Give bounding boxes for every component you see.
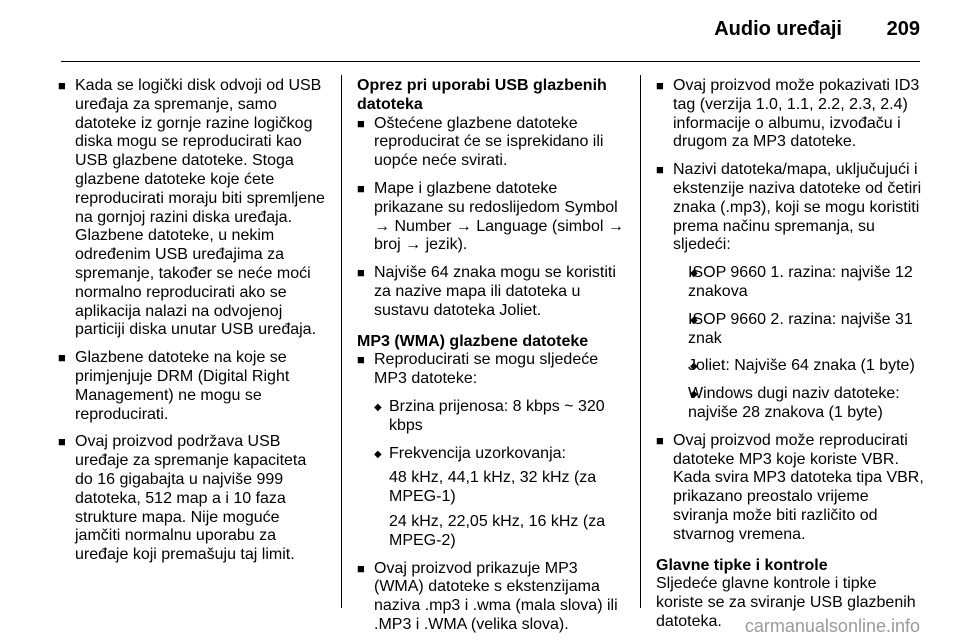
- page-title: Audio uređaji: [714, 18, 842, 40]
- sub-bullet-item: [673, 264, 926, 302]
- page-header: [0, 0, 960, 62]
- sub-bullet-item: ◆ Brzina prijenosa: 8 kbps ~ 320 kbps: [357, 398, 627, 436]
- sub-bullet-item: [673, 385, 926, 423]
- sub-bullet-text: Windows dugi naziv datoteke: najviše 28 znakova (1 byte): [688, 385, 900, 421]
- bullet-item: ■ Ovaj proizvod može reproducirati datoteke MP3 koje koriste VBR. Kada svira MP3 datoteka tipa VBR, prikazano preostalo vrijeme sviranja može biti različito od stvarnog vremena.: [656, 432, 926, 545]
- section-heading: MP3 (WMA) glazbene datoteke: [357, 332, 589, 350]
- section-heading: Oprez pri uporabi USB glazbenih datoteka: [357, 77, 607, 113]
- column-divider-1: [341, 75, 342, 608]
- bullet-text: Reproducirati se mogu sljedeće MP3 datoteke:: [374, 351, 599, 388]
- column-2: [357, 77, 627, 644]
- sub-bullet-item: [673, 357, 926, 376]
- bullet-item: ■ Ovaj proizvod podržava USB uređaje za spremanje kapaciteta do 16 gigabajta u najviše 999 datoteka, 512 map a i 10 faza strukture mapa. Nije moguće jamčiti normalnu uporabu za uređaje koji premašuju taj limit.: [58, 433, 326, 565]
- sub-paragraph: 24 kHz, 22,05 kHz, 16 kHz (za MPEG-2): [389, 512, 606, 549]
- bullet-item: [656, 161, 926, 423]
- bullet-item: ■ Mape i glazbene datoteke prikazane su redoslijedom Symbol → Number → Language (simbol → broj → jezik).: [357, 180, 627, 255]
- sub-bullet-item: [673, 311, 926, 349]
- page-number: 209: [886, 18, 920, 40]
- bullet-item: ■ Kada se logički disk odvoji od USB uređaja za spremanje, samo datoteke iz gornje razine logičkog diska mogu se reproducirati kao USB glazbene datoteke. Stoga glazbene datoteke koje ćete reproducirati moraju biti spremljene na gornjoj razini diska uređaja. Glazbene datoteke, u nekim određenim USB uređajima za spremanje, također se neće moći normalno reproducirati ako se aplikacija nalazi na odvojenoj particiji diska unutar USB uređaja.: [58, 77, 326, 340]
- sub-bullet-text: ISOP 9660 2. razina: najviše 31 znak: [688, 310, 913, 347]
- column-1: [58, 77, 326, 574]
- bullet-item: ■ Ovaj proizvod prikazuje MP3 (WMA) datoteke s ekstenzijama naziva .mp3 i .wma (mala slova) ili .MP3 i .WMA (velika slova).: [357, 560, 627, 635]
- section-heading: Glavne tipke i kontrole: [656, 556, 828, 574]
- bullet-item: ■ Glazbene datoteke na koje se primjenjuje DRM (Digital Right Management) ne mogu se reproducirati.: [58, 349, 326, 424]
- header-divider: [61, 61, 920, 62]
- sub-bullet-text: ISOP 9660 1. razina: najviše 12 znakova: [688, 264, 913, 300]
- bullet-item: ■ Oštećene glazbene datoteke reproducirat će se isprekidano ili uopće neće svirati.: [357, 115, 627, 171]
- body-paragraph: Sljedeće glavne kontrole i tipke koriste se za sviranje USB glazbenih datoteka.: [656, 575, 916, 630]
- bullet-text: Nazivi datoteka/mapa, uključujući i ekstenzije naziva datoteke od četiri znaka (.mp3), koji se mogu koristiti prema načinu spremanja, su sljedeći:: [673, 161, 922, 254]
- column-3: [656, 77, 926, 632]
- bullet-item: [357, 351, 627, 389]
- sub-paragraph: 48 kHz, 44,1 kHz, 32 kHz (za MPEG-1): [389, 469, 597, 506]
- watermark: carmanualsonline.info: [744, 616, 920, 636]
- bullet-item: ■ Ovaj proizvod može pokazivati ID3 tag (verzija 1.0, 1.1, 2.2, 2.3, 2.4) informacije o albumu, izvođaču i drugom za MP3 datoteke.: [656, 77, 926, 152]
- bullet-item: ■ Najviše 64 znaka mogu se koristiti za nazive mapa ili datoteka u sustavu datoteka Joliet.: [357, 264, 627, 320]
- sub-bullet-item: ◆ Frekvencija uzorkovanja:: [357, 445, 627, 464]
- sub-bullet-text: Joliet: Najviše 64 znaka (1 byte): [688, 357, 915, 375]
- column-divider-2: [640, 75, 641, 608]
